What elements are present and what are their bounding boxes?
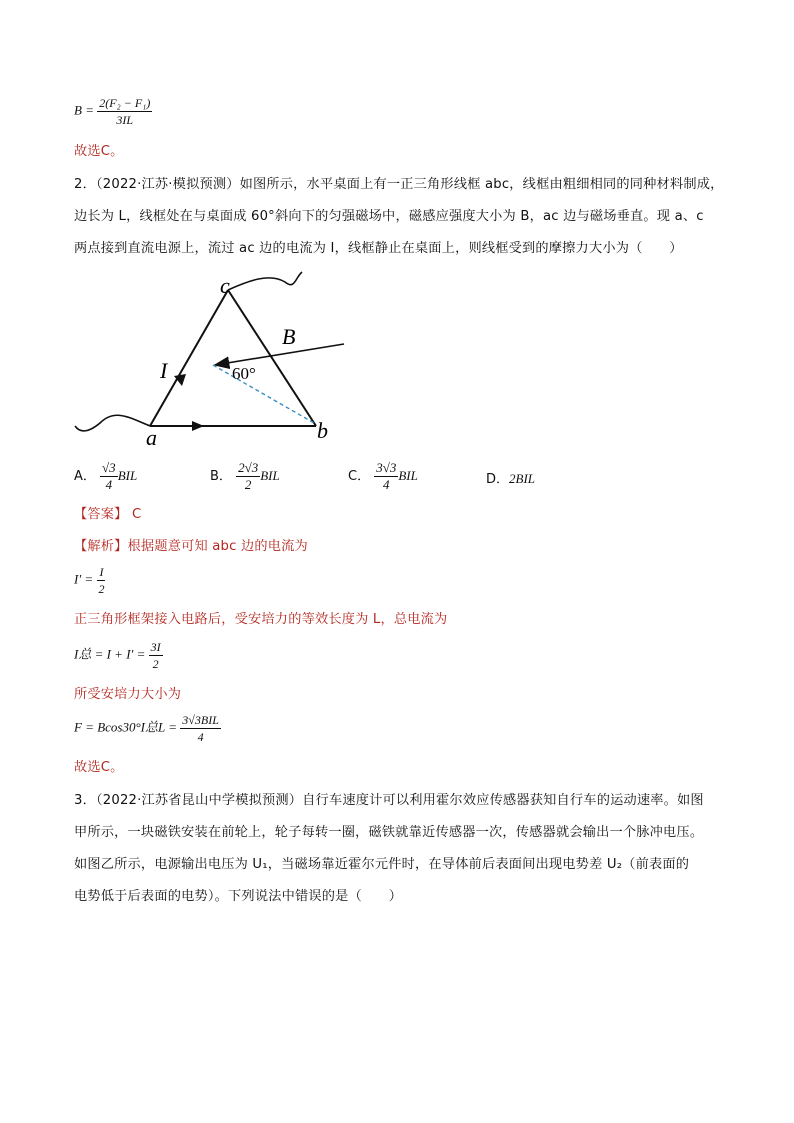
wire-c [228,272,302,290]
eq3-den: 4 [197,730,204,744]
choice-b-num: 2√3 [238,460,259,475]
analysis-text-3: 所受安培力大小为 [74,687,182,702]
q3-line-4: 电势低于后表面的电势）。下列说法中错误的是（ ） [74,889,403,904]
q3-line-3: 如图乙所示，电源输出电压为 U₁，当磁场靠近霍尔元件时，在导体前后表面间出现电势差 U₂（前表面的 [74,857,690,872]
analysis-line-1 [74,535,308,558]
q2-line-3: 两点接到直流电源上，流过 ac 边的电流为 I，线框静止在桌面上，则线框受到的摩擦力大小为（ ） [74,241,683,256]
q3-line-2: 甲所示，一块磁铁安装在前轮上，轮子每转一圈，磁铁就靠近传感器一次，传感器就会输出一个脉冲电压。 [74,825,704,840]
choice-d-text: 2BIL [509,471,536,486]
label-current-I: I [160,358,168,383]
choice-b[interactable] [210,461,280,492]
choice-c-letter: C． [348,469,371,484]
formula-top-den: 3IL [116,113,134,127]
choice-a-tail: BIL [117,468,138,483]
eq1-den: 2 [98,582,105,596]
magnetic-field-arrow [215,344,344,365]
choice-d-letter: D． [486,472,510,487]
choice-a-fraction [100,461,118,492]
choice-b-tail: BIL [260,468,280,483]
eq2-den: 2 [152,657,159,671]
choice-a-letter: A． [74,469,96,484]
formula-top [74,96,152,127]
analysis-eq-2 [74,640,163,671]
choice-c[interactable] [348,461,418,492]
choice-b-letter: B． [210,469,232,484]
eq1-num: I [99,565,104,579]
eq2-fraction [149,640,163,671]
eq2-num: 3I [150,640,161,654]
analysis-eq-3 [74,713,221,744]
formula-top-fraction [97,96,152,127]
dashed-projection-line [213,365,314,423]
choice-c-tail: BIL [398,468,418,483]
eq2-lhs: I总 = I + I′ = [74,646,146,662]
analysis-text-2: 正三角形框架接入电路后，受安培力的等效长度为 L，总电流为 [74,612,448,627]
label-c: c [220,273,230,298]
eq1-lhs: I′ = [74,571,94,587]
eq3-num: 3√3BIL [182,713,219,727]
choice-c-fraction [374,461,398,492]
answer-value: C [131,507,142,522]
choice-a-num: √3 [102,460,116,475]
wire-a [75,415,150,431]
q2-line-2: 边长为 L，线框处在与桌面成 60°斜向下的匀强磁场中，磁感应强度大小为 B，ac 边与磁场垂直。现 a、c [74,209,704,224]
label-angle-60: 60° [232,364,256,383]
eq1-fraction [96,565,106,596]
eq3-lhs: F = Bcos30°I总L = [74,719,178,735]
formula-top-lhs: B = [74,102,94,118]
current-arrow-ab [192,421,204,431]
label-field-B: B [282,324,296,349]
label-b: b [317,418,328,443]
triangle-figure [70,268,360,448]
choice-d[interactable] [486,468,535,487]
choice-c-num: 3√3 [376,460,397,475]
answer-line [74,503,141,526]
choice-c-den: 4 [383,477,390,492]
previous-answer-conclusion: 故选C。 [74,144,124,159]
q3-line-1: 3．（2022·江苏省昆山中学模拟预测）自行车速度计可以利用霍尔效应传感器获知自行车的运动速率。如图 [74,793,704,808]
choice-a[interactable] [74,461,137,492]
q2-line-1: 2．（2022·江苏·模拟预测）如图所示，水平桌面上有一正三角形线框 abc，线框由粗细相同的同种材料制成， [74,177,724,192]
label-a: a [146,425,157,448]
choice-b-den: 2 [244,477,252,492]
triangle-side-cb [228,290,316,426]
choice-a-den: 4 [105,477,113,492]
analysis-label: 【解析】 [74,539,128,554]
formula-top-num: 2(F₂ − F₁) [99,96,151,110]
choice-b-fraction [236,461,260,492]
analysis-conclusion: 故选C。 [74,760,124,775]
analysis-text-1: 根据题意可知 abc 边的电流为 [127,539,308,554]
answer-label: 【答案】 [74,507,128,522]
analysis-eq-1 [74,565,106,596]
eq3-fraction [180,713,221,744]
